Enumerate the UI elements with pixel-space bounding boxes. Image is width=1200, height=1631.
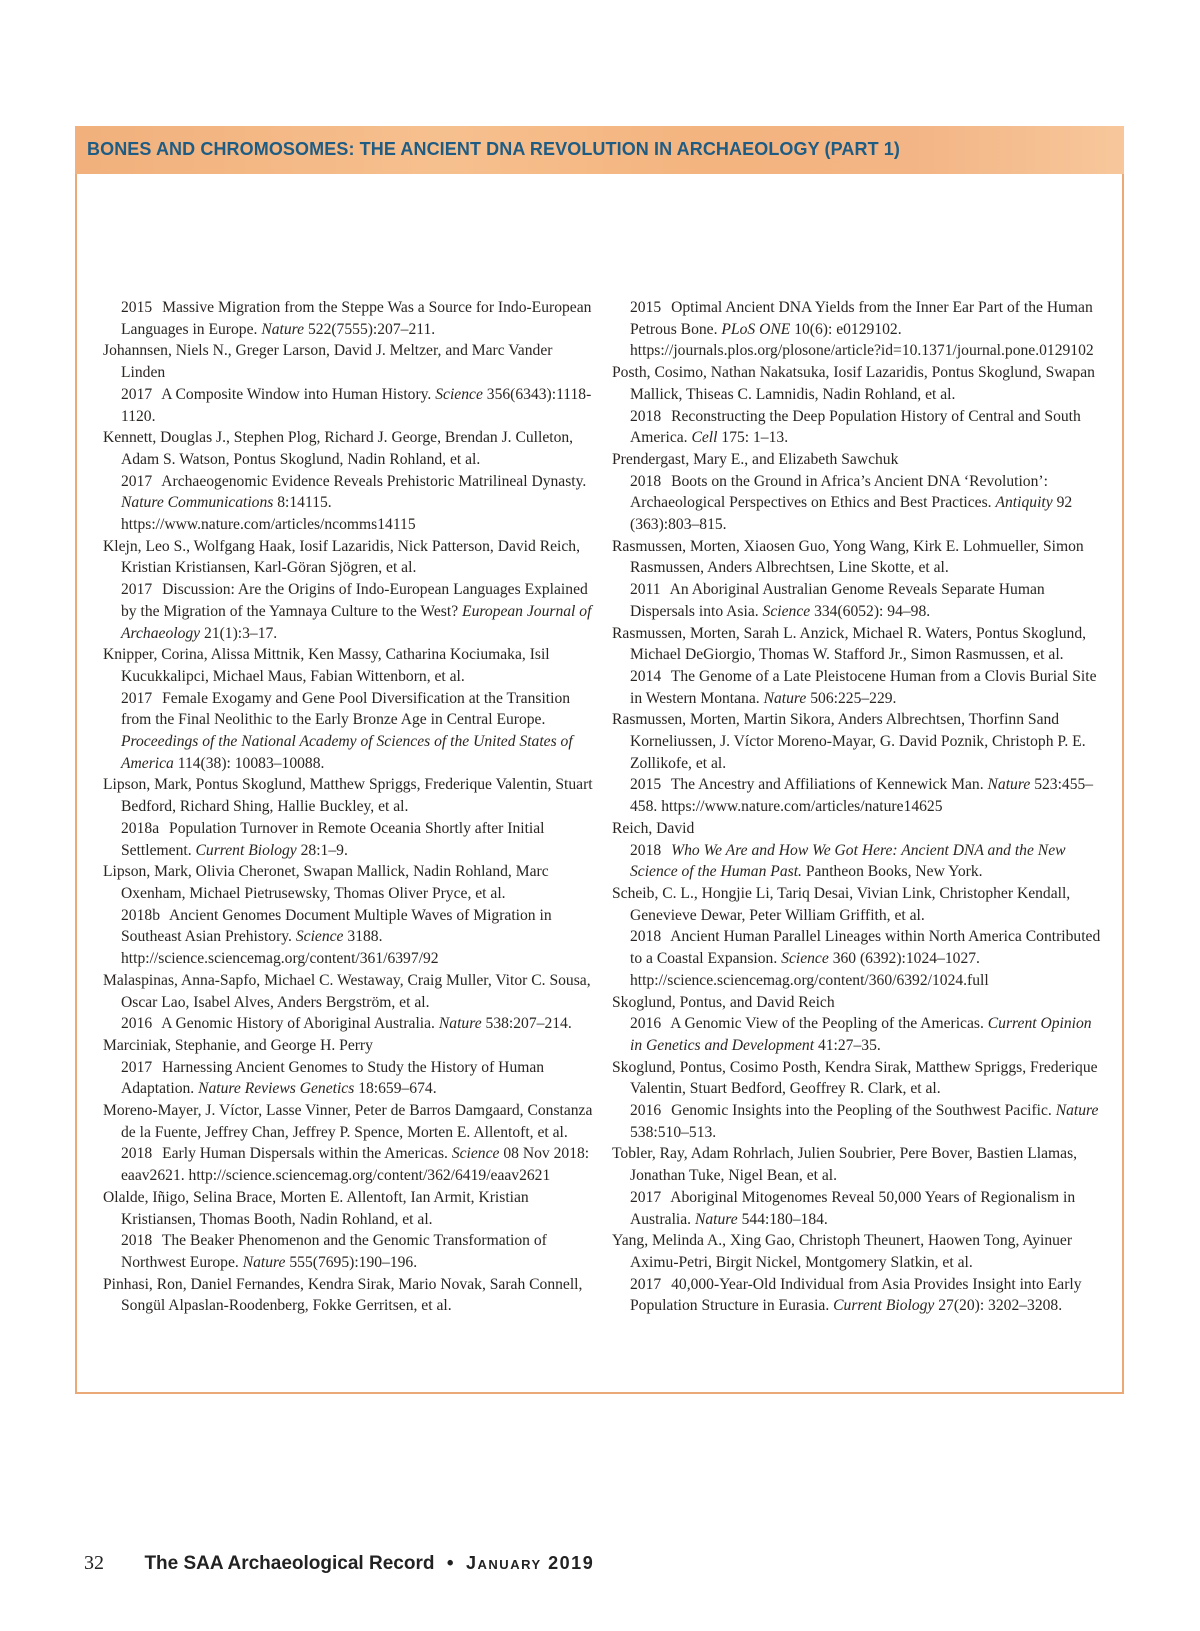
reference-citation — [121, 579, 595, 644]
reference-citation — [630, 471, 1104, 536]
reference-citation — [121, 688, 595, 775]
reference-title: Optimal Ancient DNA Yields from the Inner Ear Part of the Human Petrous Bone. — [630, 299, 1093, 338]
reference-year: 2018 — [121, 1232, 153, 1250]
reference-title: Ancient Human Parallel Lineages within North America Contributed to a Coastal Expansion. — [630, 928, 1101, 968]
reference-source: Nature — [261, 320, 305, 338]
reference-details: 3188. http://science.sciencemag.org/content/361/6397/92 — [121, 928, 439, 968]
reference-entry — [103, 536, 595, 645]
reference-citation — [121, 471, 595, 536]
reference-year: 2016 — [630, 1102, 662, 1120]
reference-citation — [630, 1187, 1104, 1230]
banner-title: BONES AND CHROMOSOMES: THE ANCIENT DNA REVOLUTION IN ARCHAEOLOGY (PART 1) — [87, 139, 900, 159]
reference-details: 8:14115. https://www.nature.com/articles/ncomms14115 — [121, 494, 416, 534]
reference-source: Nature — [242, 1253, 286, 1271]
reference-year: 2017 — [121, 1058, 153, 1076]
reference-title: The Genome of a Late Pleistocene Human from a Clovis Burial Site in Western Montana. — [630, 667, 1097, 707]
reference-authors: Tobler, Ray, Adam Rohrlach, Julien Soubrier, Pere Bover, Bastien Llamas, Jonathan Tuke, Nigel Bean, et al. — [612, 1145, 1078, 1185]
reference-entry — [612, 1143, 1104, 1230]
reference-source: Science — [295, 928, 344, 946]
reference-entry — [612, 536, 1104, 623]
reference-entry — [103, 1274, 595, 1317]
reference-entry — [612, 297, 1104, 362]
reference-year: 2018 — [630, 928, 662, 946]
reference-year: 2017 — [121, 689, 153, 707]
reference-year: 2018 — [630, 407, 662, 425]
reference-source: Nature — [1055, 1102, 1099, 1120]
reference-entry — [612, 449, 1104, 536]
reference-title: A Composite Window into Human History. — [161, 385, 432, 403]
reference-source: Nature — [763, 689, 807, 707]
reference-source: PLoS ONE — [721, 320, 791, 338]
reference-authors: Reich, David — [612, 819, 695, 837]
reference-title: Discussion: Are the Origins of Indo-European Languages Explained by the Migration of the Yamnaya Culture to the West? — [121, 581, 588, 620]
reference-entry — [612, 1230, 1104, 1317]
reference-title: Aboriginal Mitogenomes Reveal 50,000 Years of Regionalism in Australia. — [630, 1188, 1076, 1228]
reference-details: 92 (363):803–815. — [630, 494, 1073, 534]
reference-citation — [630, 1100, 1104, 1143]
reference-title: An Aboriginal Australian Genome Reveals Separate Human Dispersals into Asia. — [630, 581, 1045, 620]
reference-title: Early Human Dispersals within the Americas. — [162, 1145, 448, 1163]
reference-entry — [103, 970, 595, 1035]
reference-authors: Johannsen, Niels N., Greger Larson, David J. Meltzer, and Marc Vander Linden — [103, 342, 553, 382]
reference-citation — [630, 1274, 1104, 1317]
reference-source: Proceedings of the National Academy of Sciences of the United States of America — [121, 733, 573, 772]
reference-details: 360 (6392):1024–1027. http://science.sciencemag.org/content/360/6392/1024.full — [630, 950, 989, 989]
reference-source: Science — [762, 602, 811, 620]
reference-authors: Lipson, Mark, Olivia Cheronet, Swapan Mallick, Nadin Rohland, Marc Oxenham, Michael Pietrusewsky, Thomas Oliver Pryce, et al. — [103, 863, 549, 902]
reference-details: 175: 1–13. — [721, 429, 789, 447]
reference-year: 2015 — [630, 299, 662, 316]
reference-citation — [630, 297, 1104, 362]
reference-citation — [630, 579, 1104, 622]
reference-source: Cell — [691, 429, 718, 447]
reference-authors: Rasmussen, Morten, Sarah L. Anzick, Michael R. Waters, Pontus Skoglund, Michael DeGiorgio, Thomas W. Stafford Jr., Simon Rasmussen, et al. — [612, 624, 1087, 664]
references-column-left — [103, 297, 595, 1317]
reference-year: 2016 — [121, 1015, 153, 1033]
reference-details: 10(6): e0129102. https://journals.plos.org/plosone/article?id=10.1371/journal.pone.0129102 — [630, 320, 1094, 360]
reference-title: Population Turnover in Remote Oceania Shortly after Initial Settlement. — [121, 819, 545, 859]
reference-entry — [612, 362, 1104, 449]
issue-date: January 2019 — [466, 1553, 595, 1573]
reference-title: The Ancestry and Affiliations of Kennewick Man. — [670, 776, 984, 794]
page-number: 32 — [84, 1552, 104, 1574]
reference-details: 21(1):3–17. — [204, 624, 278, 642]
reference-year: 2017 — [121, 472, 153, 490]
reference-citation — [630, 666, 1104, 709]
reference-title: Boots on the Ground in Africa’s Ancient DNA ‘Revolution’: Archaeological Perspectives on Ethics and Best Practices. — [630, 472, 1048, 512]
reference-entry — [612, 818, 1104, 883]
reference-details: 538:510–513. — [630, 1123, 717, 1141]
reference-details: Pantheon Books, New York. — [805, 863, 983, 881]
reference-title: Genomic Insights into the Peopling of the Southwest Pacific. — [671, 1102, 1052, 1120]
reference-entry — [103, 644, 595, 774]
reference-title: Reconstructing the Deep Population History of Central and South America. — [630, 407, 1081, 447]
reference-authors: Posth, Cosimo, Nathan Nakatsuka, Iosif Lazaridis, Pontus Skoglund, Swapan Mallick, Thiseas C. Lamnidis, Nadin Rohland, et al. — [612, 364, 1095, 403]
reference-details: 506:225–229. — [810, 689, 897, 707]
references-column-right — [612, 297, 1104, 1317]
reference-source: Current Opinion in Genetics and Development — [630, 1015, 1092, 1054]
reference-entry — [612, 623, 1104, 710]
reference-title: The Beaker Phenomenon and the Genomic Transformation of Northwest Europe. — [121, 1232, 547, 1271]
reference-source: Nature Communications — [121, 494, 274, 512]
reference-citation — [630, 1013, 1104, 1056]
reference-entry — [103, 427, 595, 536]
reference-entry — [103, 1100, 595, 1187]
reference-source: European Journal of Archaeology — [121, 602, 592, 642]
reference-citation — [630, 926, 1104, 991]
reference-source: Nature — [694, 1210, 738, 1228]
reference-year: 2015 — [630, 776, 662, 794]
reference-details: 523:455–458. https://www.nature.com/articles/nature14625 — [630, 776, 1094, 816]
reference-title: Harnessing Ancient Genomes to Study the History of Human Adaptation. — [121, 1058, 545, 1098]
reference-year: 2017 — [121, 385, 153, 403]
reference-year: 2018 — [630, 841, 662, 859]
reference-details: 334(6052): 94–98. — [814, 602, 931, 620]
magazine-title: The SAA Archaeological Record — [144, 1553, 435, 1574]
reference-entry — [612, 709, 1104, 818]
reference-citation — [630, 840, 1104, 883]
reference-year: 2018 — [630, 472, 662, 490]
reference-entry — [103, 1035, 595, 1100]
reference-year: 2011 — [630, 581, 661, 599]
reference-authors: Marciniak, Stephanie, and George H. Perry — [103, 1036, 373, 1054]
reference-authors: Rasmussen, Morten, Xiaosen Guo, Yong Wang, Kirk E. Lohmueller, Simon Rasmussen, Anders Albrechtsen, Line Skotte, et al. — [612, 537, 1084, 577]
reference-details: 544:180–184. — [741, 1210, 828, 1228]
reference-authors: Skoglund, Pontus, Cosimo Posth, Kendra Sirak, Matthew Spriggs, Frederique Valentin, Stuart Bedford, Geoffrey R. Clark, et al. — [612, 1058, 1098, 1098]
reference-title: A Genomic History of Aboriginal Australia. — [161, 1015, 435, 1033]
reference-citation — [121, 1013, 595, 1035]
reference-details: 08 Nov 2018: eaav2621. http://science.sciencemag.org/content/362/6419/eaav2621 — [121, 1145, 590, 1185]
reference-title: Archaeogenomic Evidence Reveals Prehistoric Matrilineal Dynasty. — [161, 472, 587, 490]
reference-source: Current Biology — [195, 841, 297, 859]
reference-source: Science — [781, 950, 829, 968]
reference-authors: Knipper, Corina, Alissa Mittnik, Ken Massy, Catharina Kociumaka, Isil Kucukkalipci, Michael Maus, Fabian Wittenborn, et al. — [103, 646, 550, 685]
reference-source: Science — [435, 385, 483, 403]
reference-details: 522(7555):207–211. — [307, 320, 436, 338]
reference-year: 2017 — [121, 581, 153, 599]
section-banner — [75, 126, 1124, 174]
reference-authors: Skoglund, Pontus, and David Reich — [612, 993, 835, 1011]
reference-authors: Olalde, Iñigo, Selina Brace, Morten E. Allentoft, Ian Armit, Kristian Kristiansen, Thomas Booth, Nadin Rohland, et al. — [103, 1188, 529, 1228]
reference-entry — [103, 340, 595, 427]
reference-entry — [103, 774, 595, 861]
reference-authors: Pinhasi, Ron, Daniel Fernandes, Kendra Sirak, Mario Novak, Sarah Connell, Songül Alpaslan-Roodenberg, Fokke Gerritsen, et al. — [103, 1275, 583, 1315]
reference-source: Nature — [987, 776, 1031, 794]
reference-authors: Yang, Melinda A., Xing Gao, Christoph Theunert, Haowen Tong, Ayinuer Aximu-Petri, Birgit Nickel, Montgomery Slatkin, et al. — [612, 1232, 1073, 1271]
reference-citation — [121, 1143, 595, 1186]
reference-details: 538:207–214. — [485, 1015, 572, 1033]
reference-details: 28:1–9. — [300, 841, 348, 859]
reference-source: Science — [451, 1145, 500, 1163]
reference-year: 2018 — [121, 1145, 153, 1163]
reference-year: 2016 — [630, 1015, 662, 1033]
reference-citation — [121, 297, 595, 340]
footer-separator: • — [446, 1553, 454, 1574]
reference-title: A Genomic View of the Peopling of the Americas. — [670, 1015, 984, 1033]
reference-entry — [103, 297, 595, 340]
reference-citation — [630, 406, 1104, 449]
reference-citation — [121, 1057, 595, 1100]
reference-details: 27(20): 3202–3208. — [938, 1297, 1063, 1315]
reference-citation — [121, 818, 595, 861]
reference-citation — [121, 1230, 595, 1273]
reference-details: 114(38): 10083–10088. — [177, 754, 325, 772]
reference-authors: Lipson, Mark, Pontus Skoglund, Matthew Spriggs, Frederique Valentin, Stuart Bedford, Richard Shing, Hallie Buckley, et al. — [103, 776, 593, 816]
reference-title: Massive Migration from the Steppe Was a Source for Indo-European Languages in Europe. — [121, 299, 592, 338]
reference-title: Ancient Genomes Document Multiple Waves of Migration in Southeast Asian Prehistory. — [121, 906, 552, 946]
reference-authors: Prendergast, Mary E., and Elizabeth Sawchuk — [612, 450, 899, 468]
reference-year: 2017 — [630, 1188, 662, 1206]
reference-year: 2018a — [121, 819, 160, 837]
reference-authors: Kennett, Douglas J., Stephen Plog, Richard J. George, Brendan J. Culleton, Adam S. Watson, Pontus Skoglund, Nadin Rohland, et al. — [103, 429, 574, 468]
reference-authors: Malaspinas, Anna-Sapfo, Michael C. Westaway, Craig Muller, Vitor C. Sousa, Oscar Lao, Isabel Alves, Anders Bergström, et al. — [103, 971, 591, 1011]
reference-authors: Scheib, C. L., Hongjie Li, Tariq Desai, Vivian Link, Christopher Kendall, Genevieve Dewar, Peter William Griffith, et al. — [612, 884, 1071, 924]
reference-details: 18:659–674. — [358, 1080, 437, 1098]
reference-year: 2017 — [630, 1275, 662, 1293]
reference-details: 356(6343):1118-1120. — [121, 385, 592, 425]
reference-authors: Klejn, Leo S., Wolfgang Haak, Iosif Lazaridis, Nick Patterson, David Reich, Kristian Kristiansen, Karl-Göran Sjögren, et al. — [103, 537, 580, 577]
reference-source: Antiquity — [995, 494, 1053, 512]
reference-entry — [612, 992, 1104, 1057]
reference-year: 2015 — [121, 299, 153, 316]
reference-source: Nature — [438, 1015, 482, 1033]
reference-citation — [630, 774, 1104, 817]
reference-source: Current Biology — [833, 1297, 935, 1315]
reference-title: 40,000-Year-Old Individual from Asia Provides Insight into Early Population Structure in Eurasia. — [630, 1275, 1082, 1315]
reference-entry — [612, 1057, 1104, 1144]
reference-source: Nature Reviews Genetics — [198, 1080, 355, 1098]
reference-citation — [121, 384, 595, 427]
reference-authors: Rasmussen, Morten, Martin Sikora, Anders Albrechtsen, Thorfinn Sand Korneliussen, J. Víctor Moreno-Mayar, G. David Poznik, Christoph P. E. Zollikofe, et al. — [612, 711, 1086, 772]
page-footer — [84, 1552, 594, 1575]
reference-details: 41:27–35. — [817, 1036, 881, 1054]
reference-entry — [103, 1187, 595, 1274]
reference-year: 2018b — [121, 906, 160, 924]
reference-entry — [612, 883, 1104, 992]
reference-details: 555(7695):190–196. — [289, 1253, 418, 1271]
reference-authors: Moreno-Mayer, J. Víctor, Lasse Vinner, Peter de Barros Damgaard, Constanza de la Fuente, Jeffrey Chan, Jeffrey P. Spence, Morten E. Allentoft, et al. — [103, 1102, 593, 1141]
reference-year: 2014 — [630, 667, 662, 685]
reference-entry — [103, 861, 595, 970]
reference-citation — [121, 905, 595, 970]
reference-source: Who We Are and How We Got Here: Ancient DNA and the New Science of the Human Past. — [630, 841, 1066, 881]
reference-title: Female Exogamy and Gene Pool Diversification at the Transition from the Final Neolithic to the Early Bronze Age in Central Europe. — [121, 689, 571, 729]
